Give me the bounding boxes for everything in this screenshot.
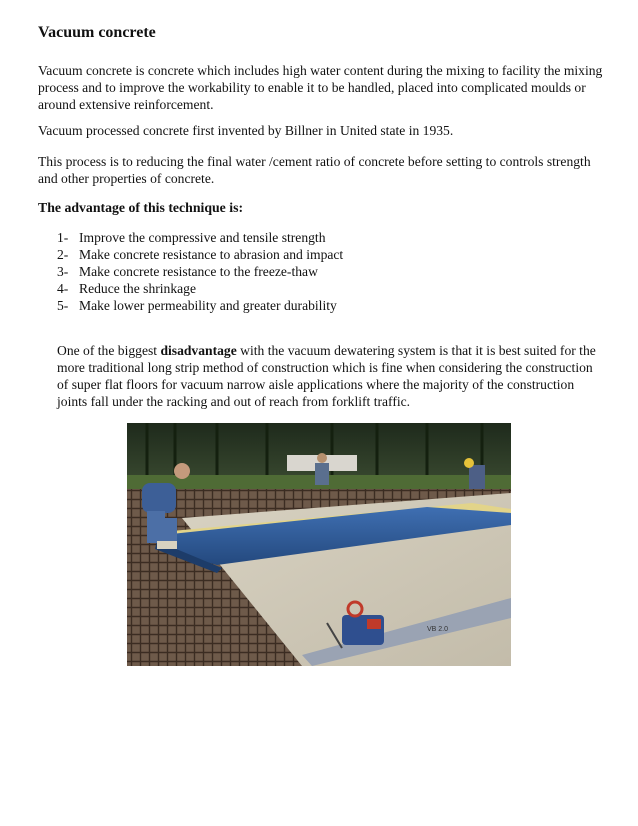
- list-number: 1-: [57, 230, 69, 245]
- list-number: 4-: [57, 281, 69, 296]
- list-text: Make concrete resistance to abrasion and impact: [79, 247, 344, 262]
- disadvantage-text-after: with the vacuum dewatering system is that it is best suited for the more traditional long strip method of construction which is fine when considering the construction of super flat floors for vacuum narrow aisle applications where the majority of the construction joints fall under the racking and out of reach from forklift traffic.: [57, 343, 596, 409]
- list-item: [57, 263, 343, 280]
- machine-label: VB 2.0: [427, 626, 449, 633]
- list-text: Improve the compressive and tensile strength: [79, 230, 326, 245]
- list-item: [57, 229, 343, 246]
- list-number: 2-: [57, 247, 69, 262]
- paragraph-disadvantage: [57, 342, 605, 410]
- page-title: Vacuum concrete: [38, 24, 156, 41]
- list-text: Reduce the shrinkage: [79, 281, 197, 296]
- list-item: [57, 297, 343, 314]
- list-number: 3-: [57, 264, 69, 279]
- list-number: 5-: [57, 298, 69, 313]
- paragraph-history: Vacuum processed concrete first invented by Billner in United state in 1935.: [38, 123, 454, 138]
- vacuum-dewatering-photo: [127, 423, 511, 666]
- list-item: [57, 246, 343, 263]
- disadvantage-bold-term: disadvantage: [160, 343, 237, 358]
- advantages-heading: The advantage of this technique is:: [38, 200, 244, 215]
- advantages-list: [57, 229, 343, 314]
- list-item: [57, 280, 343, 297]
- disadvantage-text-before: One of the biggest: [57, 343, 161, 358]
- paragraph-process: This process is to reducing the final water /cement ratio of concrete before setting to controls strength and other properties of concrete.: [38, 154, 591, 186]
- paragraph-intro: Vacuum concrete is concrete which includes high water content during the mixing to facility the mixing process and to improve the workability to enable it to be handled, placed into complicated moulds or around extensive reinforcement.: [38, 63, 603, 112]
- list-text: Make lower permeability and greater durability: [79, 298, 337, 313]
- list-text: Make concrete resistance to the freeze-thaw: [79, 264, 318, 279]
